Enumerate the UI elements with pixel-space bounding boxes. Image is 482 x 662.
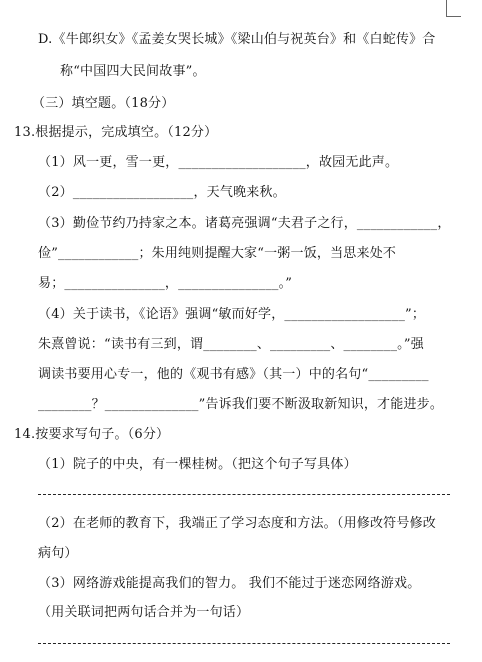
q14-item-2-line-1: （2）在老师的教育下，我端正了学习态度和方法。（用修改符号修改 bbox=[38, 516, 436, 531]
section-three-heading: （三）填空题。（18分） bbox=[32, 96, 175, 111]
q13-item-3-line-3: 易；_______________，_______________。” bbox=[38, 276, 293, 291]
q14-item-3-answer-line bbox=[38, 643, 450, 644]
q13-item-2: （2）__________________，天气晚来秋。 bbox=[38, 185, 286, 200]
q14-item-3-line-1: （3）网络游戏能提高我们的智力。 我们不能过于迷恋网络游戏。 bbox=[38, 576, 421, 591]
q13-item-1: （1）风一更，雪一更，___________________，故园无此声。 bbox=[38, 155, 399, 170]
q13-item-4-line-1: （4）关于读书，《论语》强调“敏而好学，__________________”； bbox=[38, 307, 426, 322]
option-d-continuation: 称“中国四大民间故事”。 bbox=[60, 64, 206, 79]
page-corner-mark bbox=[446, 0, 461, 17]
q13-item-3-line-1: （3）勤俭节约乃持家之本。诸葛亮强调“夫君子之行，____________， bbox=[38, 216, 451, 231]
q14-item-1-answer-line bbox=[38, 494, 450, 495]
question-14-heading: 14.按要求写句子。（6分） bbox=[14, 427, 170, 442]
question-13-heading: 13.根据提示，完成填空。（12分） bbox=[14, 125, 218, 140]
q14-item-1: （1）院子的中央，有一棵桂树。（把这个句子写具体） bbox=[38, 457, 357, 472]
q13-item-3-line-2: 俭”____________；朱用纯则提醒大家“一粥一饭，当思来处不 bbox=[38, 246, 397, 261]
q13-item-4-line-3: 调读书要用心专一，他的《观书有感》（其一）中的名句“_________ bbox=[38, 367, 429, 382]
q14-item-3-line-2: （用关联词把两句话合并为一句话） bbox=[38, 605, 250, 620]
q13-item-4-line-4: ________？______________”告诉我们要不断汲取新知识，才能进步。 bbox=[38, 397, 444, 412]
option-d-line: D.《牛郎织女》《孟姜女哭长城》《梁山伯与祝英台》和《白蛇传》合 bbox=[38, 32, 436, 47]
q14-item-2-line-2: 病句） bbox=[38, 546, 78, 561]
q13-item-4-line-2: 朱熹曾说：“读书有三到，谓________、_________、________。”强 bbox=[38, 337, 424, 352]
